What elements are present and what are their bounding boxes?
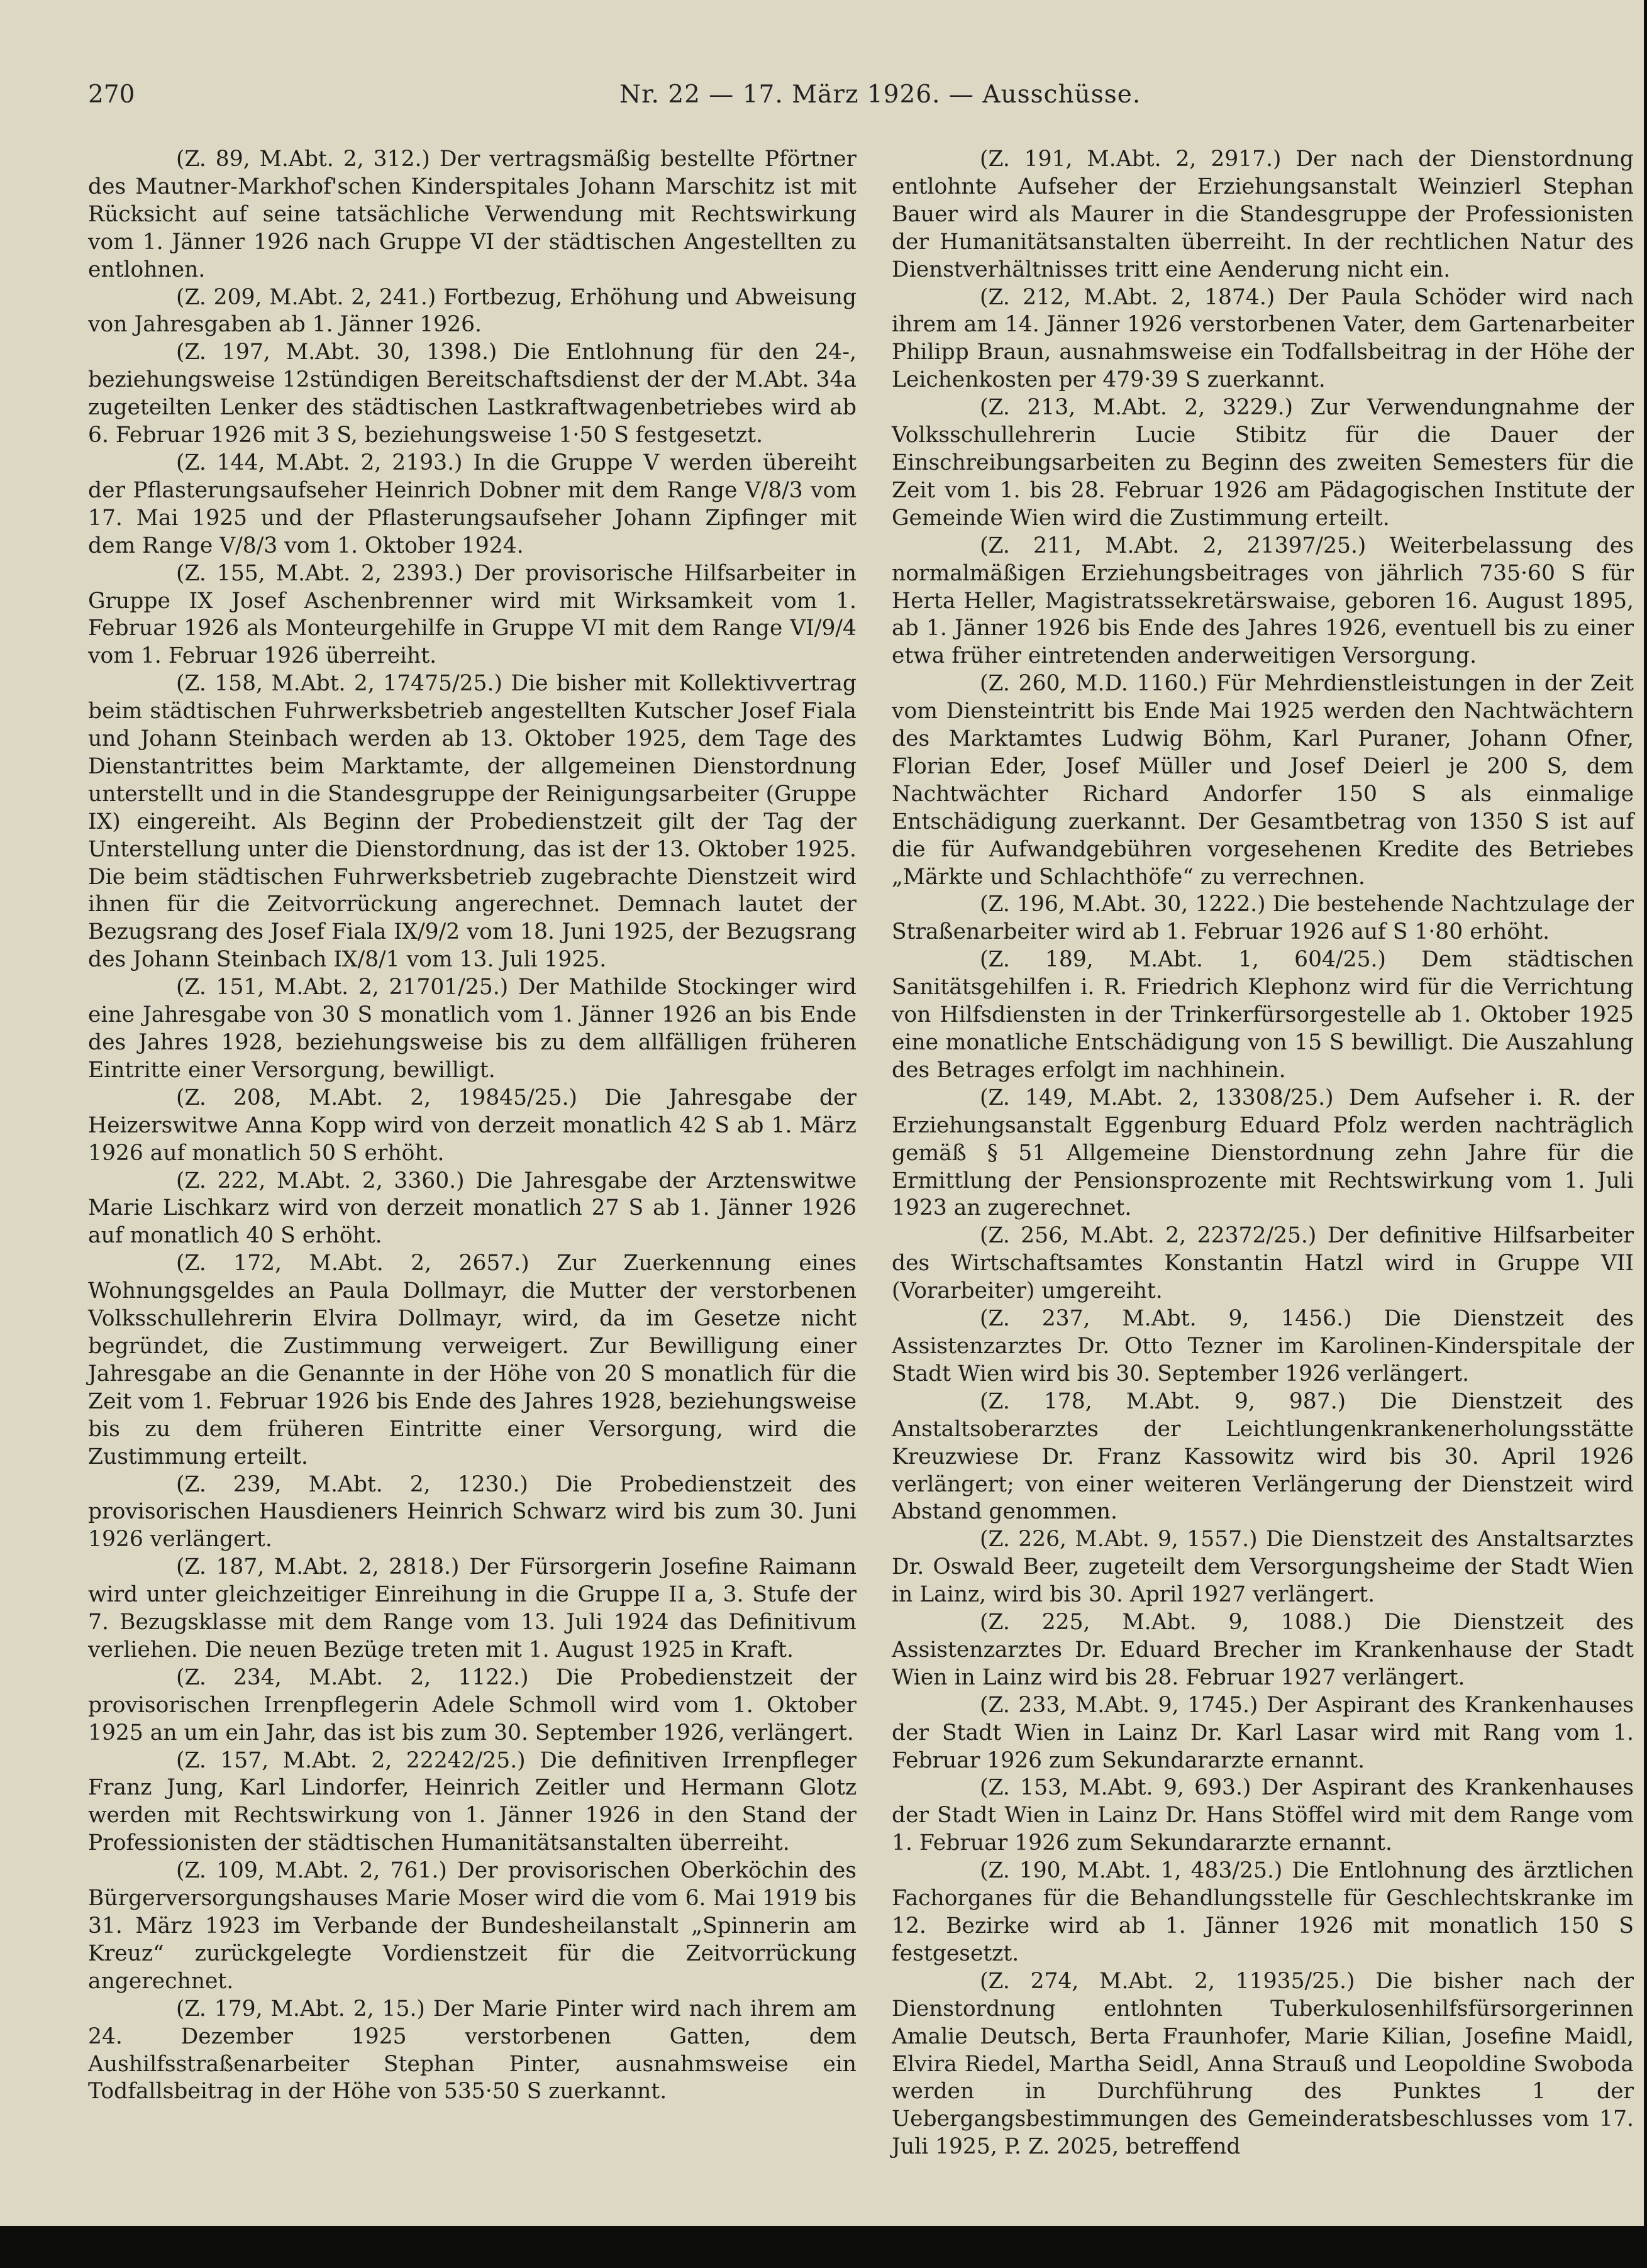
entry-paragraph: (Z. 225, M.Abt. 9, 1088.) Die Dienstzeit des Assistenzarztes Dr. Eduard Brecher im Krankenhause der Stadt Wien in Lainz wird bis 28. Februar 1927 verlängert. <box>892 1610 1634 1690</box>
entry-paragraph: (Z. 256, M.Abt. 2, 22372/25.) Der definitive Hilfsarbeiter des Wirtschaftsamtes Konstantin Hatzl wird in Gruppe VII (Vorarbeiter) umgereiht. <box>892 1223 1634 1304</box>
entry-paragraph: (Z. 212, M.Abt. 2, 1874.) Der Paula Schöder wird nach ihrem am 14. Jänner 1926 verstorbenen Vater, dem Gartenarbeiter Philipp Braun, ausnahmsweise ein Todfallsbeitrag in der Höhe der Leichenkosten per 479·39 S zuerkannt. <box>892 284 1634 393</box>
entry-paragraph: (Z. 274, M.Abt. 2, 11935/25.) Die bisher nach der Dienstordnung entlohnten Tuberkulosenhilfsfürsorgerinnen Amalie Deutsch, Berta Fraunhofer, Marie Kilian, Josefine Maidl, Elvira Riedel, Martha Seidl, Anna Strauß und Leopoldine Swoboda werden in Durchführung des Punktes 1 der Uebergangsbestimmungen des Gemeinderatsbeschlusses vom 17. Juli 1925, P. Z. 2025, betreffend <box>892 1968 1634 2160</box>
entry-paragraph: (Z. 151, M.Abt. 2, 21701/25.) Der Mathilde Stockinger wird eine Jahresgabe von 30 S monatlich vom 1. Jänner 1926 an bis Ende des Jahres 1928, beziehungsweise bis zu dem allfälligen früheren Eintritte einer Versorgung, bewilligt. <box>88 975 857 1083</box>
entry-paragraph: (Z. 208, M.Abt. 2, 19845/25.) Die Jahresgabe der Heizerswitwe Anna Kopp wird von derzeit monatlich 42 S ab 1. März 1926 auf monatlich 50 S erhöht. <box>88 1085 857 1166</box>
entry-paragraph: (Z. 191, M.Abt. 2, 2917.) Der nach der Dienstordnung entlohnte Aufseher der Erziehungsanstalt Weinzierl Stephan Bauer wird als Maurer in die Standesgruppe der Professionisten der Humanitätsanstalten überreiht. In der rechtlichen Natur des Dienstverhältnisses tritt eine Aenderung nicht ein. <box>892 147 1634 282</box>
entry-paragraph: (Z. 158, M.Abt. 2, 17475/25.) Die bisher mit Kollektivvertrag beim städtischen Fuhrwerksbetrieb angestellten Kutscher Josef Fiala und Johann Steinbach werden ab 13. Oktober 1925, dem Tage des Dienstantrittes beim Marktamte, der allgemeinen Dienstordnung unterstellt und in die Standesgruppe der Reinigungsarbeiter (Gruppe IX) eingereiht. Als Beginn der Probedienstzeit gilt der Tag der Unterstellung unter die Dienstordnung, das ist der 13. Oktober 1925. Die beim städtischen Fuhrwerksbetrieb zugebrachte Dienstzeit wird ihnen für die Zeitvorrückung angerechnet. Demnach lautet der Bezugsrang des Josef Fiala IX/9/2 vom 18. Juni 1925, der Bezugsrang des Johann Steinbach IX/8/1 vom 13. Juli 1925. <box>88 671 857 973</box>
entry-paragraph: (Z. 144, M.Abt. 2, 2193.) In die Gruppe V werden übereiht der Pflasterungsaufseher Heinrich Dobner mit dem Range V/8/3 vom 17. Mai 1925 und der Pflasterungsaufseher Johann Zipfinger mit dem Range V/8/3 vom 1. Oktober 1924. <box>88 450 857 558</box>
entry-paragraph: (Z. 157, M.Abt. 2, 22242/25.) Die definitiven Irrenpfleger Franz Jung, Karl Lindorfer, Heinrich Zeitler und Hermann Glotz werden mit Rechtswirkung von 1. Jänner 1926 in den Stand der Professionisten der städtischen Humanitätsanstalten überreiht. <box>88 1747 857 1856</box>
entry-paragraph: (Z. 233, M.Abt. 9, 1745.) Der Aspirant des Krankenhauses der Stadt Wien in Lainz Dr. Karl Lasar wird mit Rang vom 1. Februar 1926 zum Sekundararzte ernannt. <box>892 1692 1634 1773</box>
entry-paragraph: (Z. 196, M.Abt. 30, 1222.) Die bestehende Nachtzulage der Straßenarbeiter wird ab 1. Februar 1926 auf S 1·80 erhöht. <box>892 892 1634 945</box>
entry-paragraph: (Z. 179, M.Abt. 2, 15.) Der Marie Pinter wird nach ihrem am 24. Dezember 1925 verstorbenen Gatten, dem Aushilfsstraßenarbeiter Stephan Pinter, ausnahmsweise ein Todfallsbeitrag in der Höhe von 535·50 S zuerkannt. <box>88 1996 857 2105</box>
entry-paragraph: (Z. 226, M.Abt. 9, 1557.) Die Dienstzeit des Anstaltsarztes Dr. Oswald Beer, zugeteilt dem Versorgungsheime der Stadt Wien in Lainz, wird bis 30. April 1927 verlängert. <box>892 1527 1634 1608</box>
entry-paragraph: (Z. 213, M.Abt. 2, 3229.) Zur Verwendungnahme der Volksschullehrerin Lucie Stibitz für die Dauer der Einschreibungsarbeiten zu Beginn des zweiten Semesters für die Zeit vom 1. bis 28. Februar 1926 am Pädagogischen Institute der Gemeinde Wien wird die Zustimmung erteilt. <box>892 395 1634 531</box>
entry-paragraph: (Z. 237, M.Abt. 9, 1456.) Die Dienstzeit des Assistenzarztes Dr. Otto Tezner im Karolinen-Kinderspitale der Stadt Wien wird bis 30. September 1926 verlängert. <box>892 1306 1634 1386</box>
entry-paragraph: (Z. 234, M.Abt. 2, 1122.) Die Probedienstzeit der provisorischen Irrenpflegerin Adele Schmoll wird vom 1. Oktober 1925 an um ein Jahr, das ist bis zum 30. September 1926, verlängert. <box>88 1664 857 1745</box>
entry-paragraph: (Z. 172, M.Abt. 2, 2657.) Zur Zuerkennung eines Wohnungsgeldes an Paula Dollmayr, die Mutter der verstorbenen Volksschullehrerin Elvira Dollmayr, wird, da im Gesetze nicht begründet, die Zustimmung verweigert. Zur Bewilligung einer Jahresgabe an die Genannte in der Höhe von 20 S monatlich für die Zeit vom 1. Februar 1926 bis Ende des Jahres 1928, beziehungsweise bis zu dem früheren Eintritte einer Versorgung, wird die Zustimmung erteilt. <box>88 1251 857 1469</box>
entry-paragraph: (Z. 149, M.Abt. 2, 13308/25.) Dem Aufseher i. R. der Erziehungsanstalt Eggenburg Eduard Pfolz werden nachträglich gemäß § 51 Allgemeine Dienstordnung zehn Jahre für die Ermittlung der Pensionsprozente mit Rechtswirkung vom 1. Juli 1923 an zugerechnet. <box>892 1085 1634 1221</box>
entry-paragraph: (Z. 189, M.Abt. 1, 604/25.) Dem städtischen Sanitätsgehilfen i. R. Friedrich Klephonz wird für die Verrichtung von Hilfsdiensten in der Trinkerfürsorgestelle ab 1. Oktober 1925 eine monatliche Entschädigung von 15 S bewilligt. Die Auszahlung des Betrages erfolgt im nachhinein. <box>892 947 1634 1083</box>
entry-paragraph: (Z. 197, M.Abt. 30, 1398.) Die Entlohnung für den 24-, beziehungsweise 12stündigen Bereitschaftsdienst der der M.Abt. 34a zugeteilten Lenker des städtischen Lastkraftwagenbetriebes wird ab 6. Februar 1926 mit 3 S, beziehungsweise 1·50 S festgesetzt. <box>88 340 857 448</box>
entry-paragraph: (Z. 153, M.Abt. 9, 693.) Der Aspirant des Krankenhauses der Stadt Wien in Lainz Dr. Hans Stöffel wird mit dem Range vom 1. Februar 1926 zum Sekundararzte ernannt. <box>892 1775 1634 1856</box>
entry-paragraph: (Z. 239, M.Abt. 2, 1230.) Die Probedienstzeit des provisorischen Hausdieners Heinrich Schwarz wird bis zum 30. Juni 1926 verlängert. <box>88 1471 857 1552</box>
page-number: 270 <box>88 80 135 109</box>
right-column <box>892 146 1634 2161</box>
entry-paragraph: (Z. 178, M.Abt. 9, 987.) Die Dienstzeit des Anstaltsoberarztes der Leichtlungenkrankenerholungsstätte Kreuzwiese Dr. Franz Kassowitz wird bis 30. April 1926 verlängert; von einer weiteren Verlängerung der Dienstzeit wird Abstand genommen. <box>892 1388 1634 1525</box>
entry-paragraph: (Z. 211, M.Abt. 2, 21397/25.) Weiterbelassung des normalmäßigen Erziehungsbeitrages von jährlich 735·60 S für Herta Heller, Magistratssekretärswaise, geboren 16. August 1895, ab 1. Jänner 1926 bis Ende des Jahres 1926, eventuell bis zu einer etwa früher eintretenden anderweitigen Versorgung. <box>892 533 1634 669</box>
entry-paragraph: (Z. 222, M.Abt. 2, 3360.) Die Jahresgabe der Arztenswitwe Marie Lischkarz wird von derzeit monatlich 27 S ab 1. Jänner 1926 auf monatlich 40 S erhöht. <box>88 1168 857 1249</box>
running-head: Nr. 22 — 17. März 1926. — Ausschüsse. <box>619 80 1141 109</box>
entry-paragraph: (Z. 190, M.Abt. 1, 483/25.) Die Entlohnung des ärztlichen Fachorganes für die Behandlungsstelle für Geschlechtskranke im 12. Bezirke wird ab 1. Jänner 1926 mit monatlich 150 S festgesetzt. <box>892 1858 1634 1966</box>
left-column <box>88 146 857 2106</box>
entry-paragraph: (Z. 89, M.Abt. 2, 312.) Der vertragsmäßig bestellte Pförtner des Mautner-Markhof'schen Kinderspitales Johann Marschitz ist mit Rücksicht auf seine tatsächliche Verwendung mit Rechtswirkung vom 1. Jänner 1926 nach Gruppe VI der städtischen Angestellten zu entlohnen. <box>88 147 857 282</box>
entry-paragraph: (Z. 187, M.Abt. 2, 2818.) Der Fürsorgerin Josefine Raimann wird unter gleichzeitiger Einreihung in die Gruppe II a, 3. Stufe der 7. Bezugsklasse mit dem Range vom 13. Juli 1924 das Definitivum verliehen. Die neuen Bezüge treten mit 1. August 1925 in Kraft. <box>88 1554 857 1662</box>
entry-paragraph: (Z. 155, M.Abt. 2, 2393.) Der provisorische Hilfsarbeiter in Gruppe IX Josef Aschenbrenner wird mit Wirksamkeit vom 1. Februar 1926 als Monteurgehilfe in Gruppe VI mit dem Range VI/9/4 vom 1. Februar 1926 überreiht. <box>88 560 857 669</box>
entry-paragraph: (Z. 260, M.D. 1160.) Für Mehrdienstleistungen in der Zeit vom Diensteintritt bis Ende Mai 1925 werden den Nachtwächtern des Marktamtes Ludwig Böhm, Karl Puraner, Johann Ofner, Florian Eder, Josef Müller und Josef Deierl je 200 S, dem Nachtwächter Richard Andorfer 150 S als einmalige Entschädigung zuerkannt. Der Gesamtbetrag von 1350 S ist auf die für Aufwandgebühren vorgesehenen Kredite des Betriebes „Märkte und Schlachthöfe“ zu verrechnen. <box>892 671 1634 890</box>
entry-paragraph: (Z. 109, M.Abt. 2, 761.) Der provisorischen Oberköchin des Bürgerversorgungshauses Marie Moser wird die vom 6. Mai 1919 bis 31. März 1923 im Verbande der Bundesheilanstalt „Spinnerin am Kreuz“ zurückgelegte Vordienstzeit für die Zeitvorrückung angerechnet. <box>88 1858 857 1994</box>
page-header <box>88 80 1610 118</box>
entry-paragraph: (Z. 209, M.Abt. 2, 241.) Fortbezug, Erhöhung und Abweisung von Jahresgaben ab 1. Jänner 1926. <box>88 284 857 338</box>
